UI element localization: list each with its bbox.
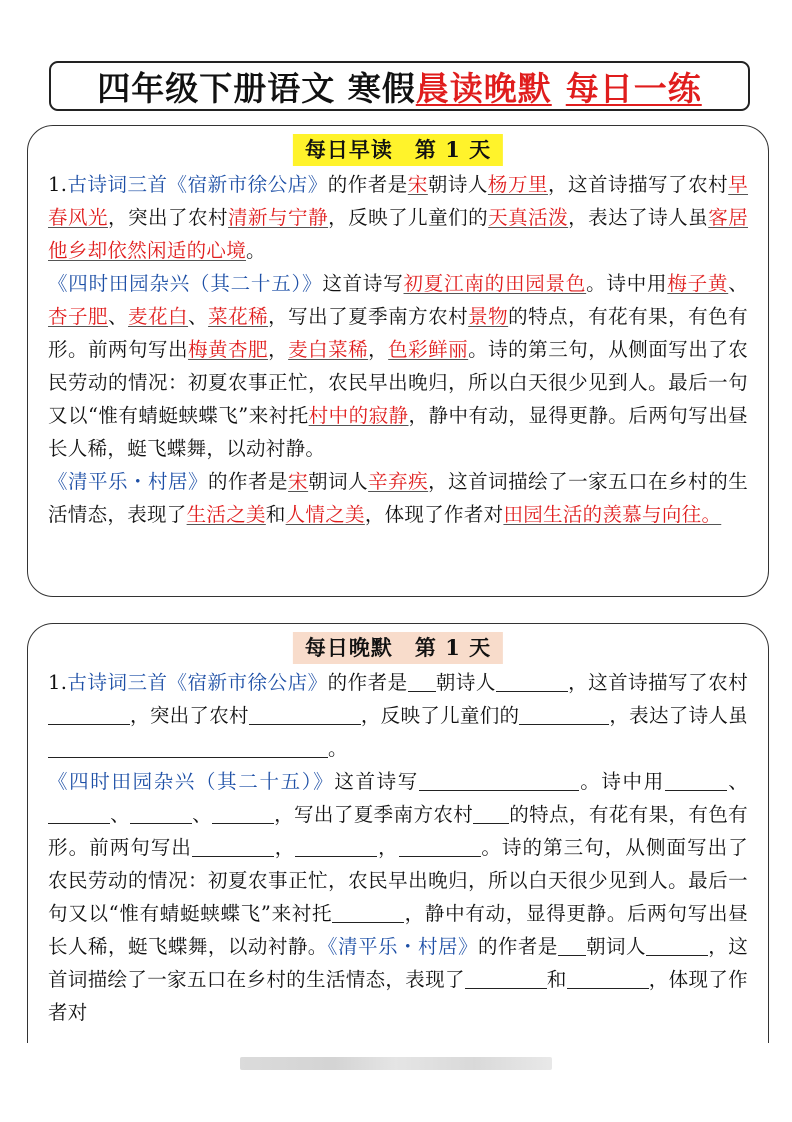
fill-blank[interactable] — [408, 671, 436, 692]
fill-blank[interactable] — [192, 836, 274, 857]
answer: 天真活泼 — [488, 206, 569, 229]
answer: 梅子黄 — [667, 272, 729, 295]
answer: 清新与宁静 — [228, 206, 329, 229]
answer: 景物 — [468, 305, 509, 328]
fill-blank[interactable] — [465, 968, 547, 989]
fill-blank[interactable] — [665, 770, 727, 791]
fill-blank[interactable] — [48, 737, 328, 758]
answer: 初夏江南的田园景色 — [403, 272, 587, 295]
answer: 梅黄杏肥 — [188, 338, 269, 361]
evening-paragraph-1: 1.古诗词三首《宿新市徐公店》的作者是 朝诗人 ，这首诗描写了农村，突出了农村 ，反映了儿童们的 ，表达了诗人虽。 — [48, 671, 748, 760]
fill-blank[interactable] — [419, 770, 579, 791]
fill-blank[interactable] — [399, 836, 481, 857]
answer: 色彩鲜丽 — [388, 338, 469, 361]
title-main: 四年级下册语文 寒假 — [97, 68, 416, 108]
answer: 杏子肥 — [48, 305, 109, 328]
fill-blank[interactable] — [496, 671, 568, 692]
morning-paragraph-2: 《四时田园杂兴（其二十五）》这首诗写初夏江南的田园景色。诗中用梅子黄、杏子肥、麦花白、菜花稀，写出了夏季南方农村景物的特点，有花有果，有色有形。前两句写出梅黄杏肥，麦白菜稀，色彩鲜丽。诗的第三句，从侧面写出了农民劳动的情况：初夏农事正忙，农民早出晚归，所以白天很少见到人。最后一句又以“惟有蜻蜓蛱蝶飞”来衬托村中的寂静，静中有动，显得更静。后两句写出昼长人稀，蜓飞蝶舞，以动衬静。 — [48, 272, 749, 460]
fill-blank[interactable] — [646, 935, 708, 956]
title-highlight-b: 每日一练 — [565, 68, 702, 108]
answer: 辛弃疾 — [368, 470, 429, 493]
evening-text — [48, 666, 748, 1029]
answer: 麦白菜稀 — [288, 338, 369, 361]
answer: 田园生活的羡慕与向往。 — [503, 503, 722, 526]
answer: 客居他乡却依然闲适的心境 — [48, 206, 748, 262]
answer: 生活之美 — [186, 503, 266, 526]
page-title-box — [49, 61, 750, 111]
evening-heading: 每日晚默 第 1 天 — [293, 632, 503, 664]
blurred-footer-watermark — [240, 1057, 552, 1070]
fill-blank[interactable] — [332, 902, 404, 923]
fill-blank[interactable] — [473, 803, 509, 824]
answer: 麦花白 — [128, 305, 189, 328]
answer: 杨万里 — [487, 173, 548, 196]
fill-blank[interactable] — [558, 935, 586, 956]
answer: 早春风光 — [48, 173, 749, 229]
fill-blank[interactable] — [295, 836, 377, 857]
morning-paragraph-1: 1.古诗词三首《宿新市徐公店》的作者是宋朝诗人杨万里，这首诗描写了农村早春风光，突出了农村清新与宁静，反映了儿童们的天真活泼，表达了诗人虽客居他乡却依然闲适的心境。 — [48, 173, 749, 262]
answer: 村中的寂静 — [308, 404, 409, 427]
morning-reading-panel — [27, 125, 769, 597]
morning-text — [48, 168, 748, 531]
fill-blank[interactable] — [130, 803, 192, 824]
fill-blank[interactable] — [212, 803, 274, 824]
morning-paragraph-3: 《清平乐・村居》的作者是宋朝词人辛弃疾，这首词描绘了一家五口在乡村的生活情态，表现了生活之美和人情之美，体现了作者对田园生活的羡慕与向往。 — [48, 470, 748, 526]
fill-blank[interactable] — [249, 704, 361, 725]
morning-heading: 每日早读 第 1 天 — [293, 134, 503, 166]
evening-dictation-panel — [27, 623, 769, 1043]
fill-blank[interactable] — [48, 803, 110, 824]
answer: 宋 — [407, 173, 428, 196]
answer: 宋 — [288, 470, 309, 493]
fill-blank[interactable] — [567, 968, 649, 989]
fill-blank[interactable] — [48, 704, 130, 725]
evening-paragraph-2: 《四时田园杂兴（其二十五）》这首诗写 。诗中用 、、 、 ，写出了夏季南方农村 的特点，有花有果，有色有形。前两句写出 ， ， 。诗的第三句，从侧面写出了农民劳动的情况：初夏农事正忙，农民早出晚归，所以白天很少见到人。最后一句又以“惟有蜻蜓蛱蝶飞”来衬托 ，静中有动，显得更静。后两句写出昼长人稀，蜓飞蝶舞，以动衬静。《清平乐・村居》的作者是 朝词人 ，这首词描绘了一家五口在乡村的生活情态，表现了 和 ，体现了作者对 — [48, 770, 749, 1024]
fill-blank[interactable] — [519, 704, 609, 725]
answer: 人情之美 — [285, 503, 365, 526]
answer: 菜花稀 — [208, 305, 269, 328]
title-highlight-a: 晨读晚默 — [415, 68, 552, 108]
